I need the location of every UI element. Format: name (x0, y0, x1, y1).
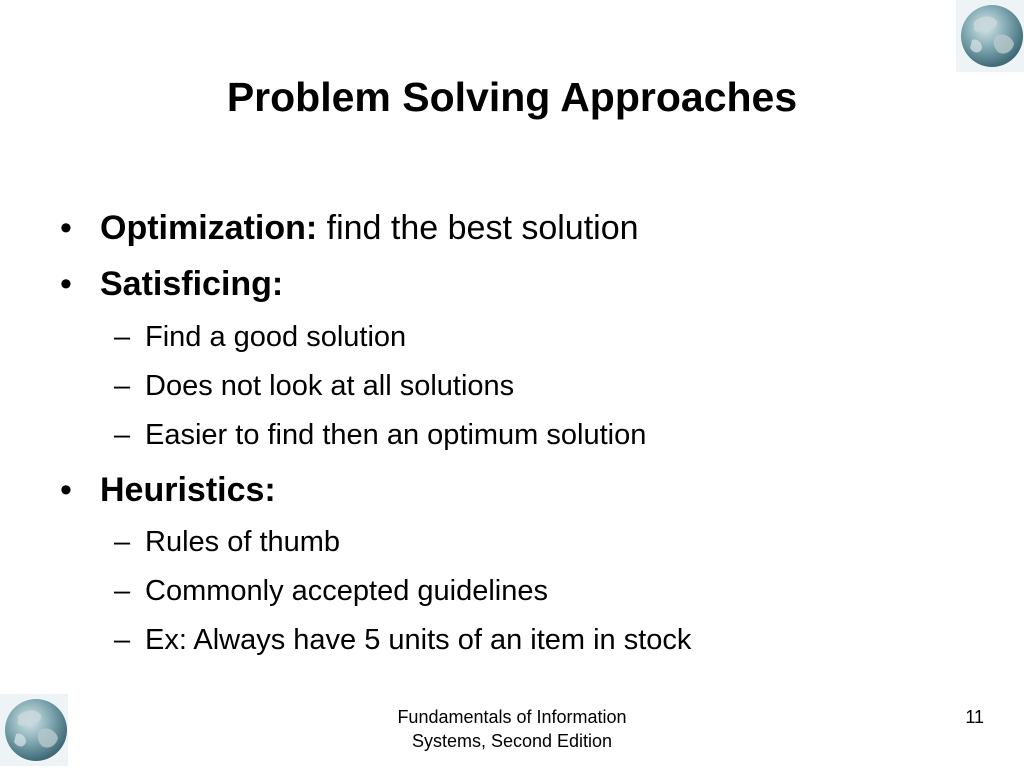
sub-bullet-text: Ex: Always have 5 units of an item in stock (145, 624, 692, 656)
footer-line: Fundamentals of Information (397, 707, 627, 727)
bullet-symbol: • (60, 471, 72, 509)
bullet-term: Optimization: (100, 209, 318, 247)
dash-symbol: – (114, 526, 131, 558)
sub-bullet-text: Does not look at all solutions (145, 370, 515, 402)
sub-bullet-text: Find a good solution (145, 321, 407, 353)
bullet-term: Heuristics: (100, 471, 276, 509)
bullet-optimization (60, 206, 639, 250)
dash-symbol: – (114, 624, 131, 656)
bullet-symbol: • (60, 209, 72, 247)
bullet-heuristics (60, 468, 276, 512)
bullet-term: Satisficing: (100, 265, 284, 303)
bullet-symbol: • (60, 265, 72, 303)
dash-symbol: – (114, 419, 131, 451)
sub-bullet (114, 621, 691, 659)
sub-bullet (114, 367, 514, 405)
sub-bullet (114, 572, 548, 610)
bullet-satisficing (60, 262, 283, 306)
dash-symbol: – (114, 321, 131, 353)
slide-title: Problem Solving Approaches (226, 74, 798, 120)
sub-bullet (114, 523, 340, 561)
sub-bullet (114, 318, 406, 356)
bullet-text: find the best solution (317, 209, 639, 247)
sub-bullet-text: Easier to find then an optimum solution (145, 419, 647, 451)
dash-symbol: – (114, 575, 131, 607)
footer-line: Systems, Second Edition (411, 731, 613, 751)
footer-book-title (360, 705, 664, 753)
sub-bullet (114, 416, 646, 454)
sub-bullet-text: Rules of thumb (145, 526, 341, 558)
sub-bullet-text: Commonly accepted guidelines (145, 575, 548, 607)
dash-symbol: – (114, 370, 131, 402)
page-number: 11 (965, 707, 984, 727)
